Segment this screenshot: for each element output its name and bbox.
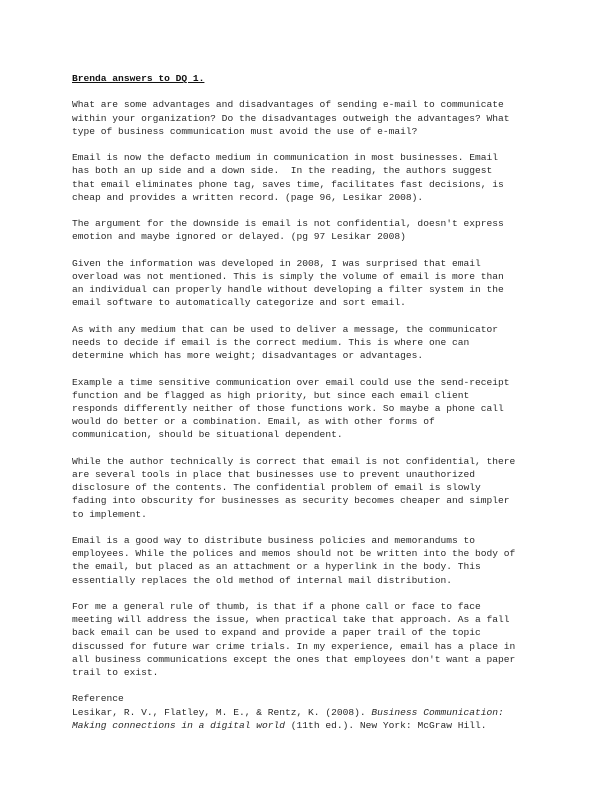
paragraph-line: responds differently neither of those functions work. So maybe a phone call bbox=[72, 402, 504, 414]
reference-section bbox=[72, 692, 532, 732]
paragraph bbox=[72, 376, 532, 442]
paragraph-line: For me a general rule of thumb, is that if a phone call or face to face bbox=[72, 600, 481, 612]
document-heading: Brenda answers to DQ 1. bbox=[72, 73, 205, 84]
reference-title-part-1: Business Communication: bbox=[371, 706, 504, 718]
paragraph bbox=[72, 151, 532, 204]
paragraph-line: to implement. bbox=[72, 508, 147, 520]
paragraph-line: meeting will address the issue, when practical take that approach. As a fall bbox=[72, 614, 510, 626]
paragraph-line: Email is a good way to distribute business policies and memorandums to bbox=[72, 534, 476, 546]
paragraph bbox=[72, 323, 532, 363]
reference-publisher: (11th ed.). New York: McGraw Hill. bbox=[285, 719, 487, 731]
paragraph-line: disclosure of the contents. The confidential problem of email is slowly bbox=[72, 482, 481, 494]
paragraph-line: Example a time sensitive communication over email could use the send-receipt bbox=[72, 376, 510, 388]
paragraph bbox=[72, 217, 532, 243]
paragraph-line: email software to automatically categorize and sort email. bbox=[72, 297, 406, 309]
paragraph-line: determine which has more weight; disadvantages or advantages. bbox=[72, 350, 424, 362]
paragraph-line: discussed for future war crime trials. In my experience, email has a place in bbox=[72, 640, 516, 652]
paragraph-line: all business communications except the ones that employees don't want a paper bbox=[72, 653, 516, 665]
paragraph-line: needs to decide if email is the correct medium. This is where one can bbox=[72, 336, 470, 348]
paragraph-line: employees. While the polices and memos should not be written into the body of bbox=[72, 548, 516, 560]
paragraph-line: Email is now the defacto medium in communication in most businesses. Email bbox=[72, 152, 499, 164]
reference-title-part-2: Making connections in a digital world bbox=[72, 719, 286, 731]
paragraph-line: are several tools in place that businesses use to prevent unauthorized bbox=[72, 468, 476, 480]
paragraph bbox=[72, 534, 532, 587]
paragraph-line: that email eliminates phone tag, saves time, facilitates fast decisions, is bbox=[72, 178, 504, 190]
paragraph-line: has both an up side and a down side. In the reading, the authors suggest bbox=[72, 165, 493, 177]
paragraph-line: As with any medium that can be used to deliver a message, the communicator bbox=[72, 323, 499, 335]
paragraph-line: the email, but placed as an attachment or a hyperlink in the body. This bbox=[72, 561, 481, 573]
paragraph-line: would do better or a combination. Email, as with other forms of bbox=[72, 416, 435, 428]
paragraph-line: trail to exist. bbox=[72, 667, 159, 678]
paragraph bbox=[72, 257, 532, 310]
paragraph-line: cheap and provides a written record. (page 96, Lesikar 2008). bbox=[72, 191, 424, 203]
paragraph-line: an individual can properly handle without developing a filter system in the bbox=[72, 284, 504, 296]
paragraph-line: function and be flagged as high priority, but since each email client bbox=[72, 389, 470, 401]
document-page bbox=[72, 72, 532, 732]
reference-citation-line-2 bbox=[72, 719, 532, 732]
paragraph bbox=[72, 600, 532, 679]
paragraph-line: essentially replaces the old method of internal mail distribution. bbox=[72, 574, 452, 586]
paragraph bbox=[72, 98, 532, 138]
paragraph-line: communication, should be situational dependent. bbox=[72, 429, 343, 441]
paragraph-line: The argument for the downside is email is not confidential, doesn't express bbox=[72, 218, 504, 230]
paragraph-line: emotion and maybe ignored or delayed. (pg 97 Lesikar 2008) bbox=[72, 231, 406, 243]
document-body bbox=[72, 98, 532, 679]
reference-citation-line-1 bbox=[72, 706, 532, 719]
paragraph-line: What are some advantages and disadvantages of sending e-mail to communicate bbox=[72, 99, 504, 111]
paragraph-line: Given the information was developed in 2008, I was surprised that email bbox=[72, 257, 481, 269]
paragraph-line: overload was not mentioned. This is simply the volume of email is more than bbox=[72, 270, 504, 282]
paragraph-line: within your organization? Do the disadvantages outweigh the advantages? What bbox=[72, 112, 510, 124]
reference-authors: Lesikar, R. V., Flatley, M. E., & Rentz, K. (2008). bbox=[72, 706, 372, 718]
paragraph-line: While the author technically is correct that email is not confidential, there bbox=[72, 455, 516, 467]
reference-label: Reference bbox=[72, 693, 124, 705]
paragraph-line: back email can be used to expand and provide a paper trail of the topic bbox=[72, 627, 481, 639]
paragraph-line: fading into obscurity for businesses as security becomes cheaper and simpler bbox=[72, 495, 510, 507]
paragraph bbox=[72, 455, 532, 521]
paragraph-line: type of business communication must avoid the use of e-mail? bbox=[72, 125, 418, 137]
